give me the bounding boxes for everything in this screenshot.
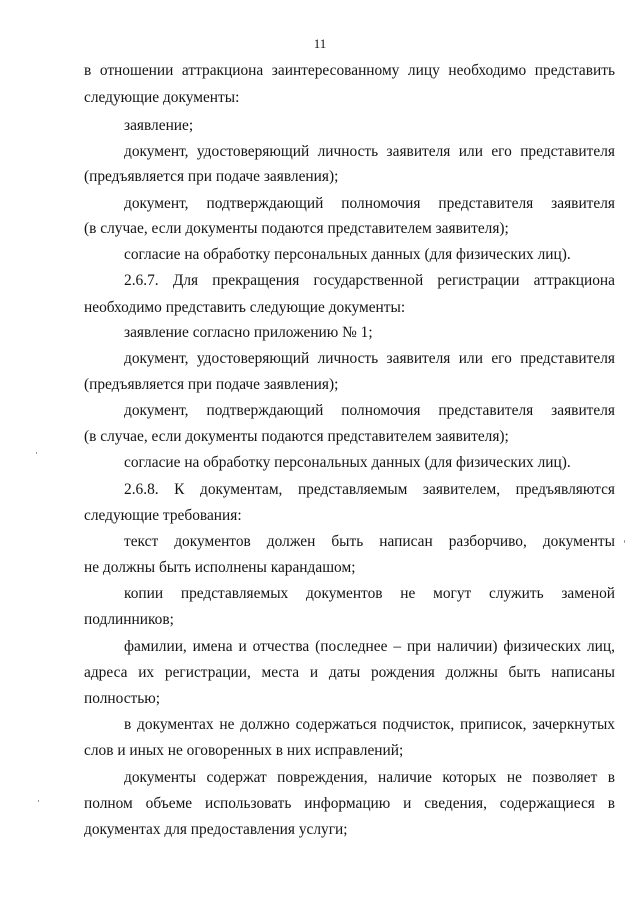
- scan-artifact-left: [36, 452, 37, 454]
- scan-artifact-left-2: [38, 800, 39, 802]
- text-line: 2.6.7. Для прекращения государственной регистрации аттракциона: [124, 272, 615, 289]
- text-line: не должны быть исполнены карандашом;: [84, 559, 356, 576]
- text-line: подлинников;: [84, 611, 174, 628]
- text-line: заявление;: [124, 117, 194, 134]
- text-line: заявление согласно приложению № 1;: [124, 324, 373, 341]
- text-line: (предъявляется при подаче заявления);: [84, 376, 339, 393]
- text-line: слов и иных не оговоренных в них исправлений;: [84, 742, 404, 759]
- text-line: следующие документы:: [84, 89, 240, 106]
- text-line: документ, подтверждающий полномочия представителя заявителя: [124, 402, 615, 419]
- text-line: необходимо представить следующие документы:: [84, 299, 406, 316]
- text-line: согласие на обработку персональных данных (для физических лиц).: [124, 454, 571, 471]
- text-line: в отношении аттракциона заинтересованному лицу необходимо представить: [84, 62, 615, 79]
- text-line: (в случае, если документы подаются представителем заявителя);: [84, 220, 509, 237]
- text-line: документах для предоставления услуги;: [84, 821, 348, 838]
- text-line: (в случае, если документы подаются представителем заявителя);: [84, 428, 509, 445]
- text-line: полностью;: [84, 690, 161, 707]
- text-line: текст документов должен быть написан разборчиво, документы: [124, 533, 615, 550]
- scan-artifact-right: [624, 540, 625, 543]
- text-line: документ, подтверждающий полномочия представителя заявителя: [124, 195, 615, 212]
- text-line: документ, удостоверяющий личность заявителя или его представителя: [124, 143, 615, 160]
- text-line: 2.6.8. К документам, представляемым заявителем, предъявляются: [124, 481, 615, 498]
- text-line: полном объеме использовать информацию и сведения, содержащиеся в: [84, 795, 615, 812]
- text-line: в документах не должно содержаться подчисток, приписок, зачеркнутых: [124, 716, 615, 733]
- text-line: фамилии, имена и отчества (последнее – при наличии) физических лиц,: [124, 638, 615, 655]
- text-line: адреса их регистрации, места и даты рождения должны быть написаны: [84, 664, 615, 681]
- text-line: согласие на обработку персональных данных (для физических лиц).: [124, 246, 571, 263]
- text-line: документы содержат повреждения, наличие которых не позволяет в: [124, 769, 615, 786]
- text-line: (предъявляется при подаче заявления);: [84, 168, 339, 185]
- text-line: копии представляемых документов не могут служить заменой: [124, 585, 615, 602]
- text-line: документ, удостоверяющий личность заявителя или его представителя: [124, 350, 615, 367]
- text-line: следующие требования:: [84, 507, 242, 524]
- page-number: 11: [313, 36, 327, 51]
